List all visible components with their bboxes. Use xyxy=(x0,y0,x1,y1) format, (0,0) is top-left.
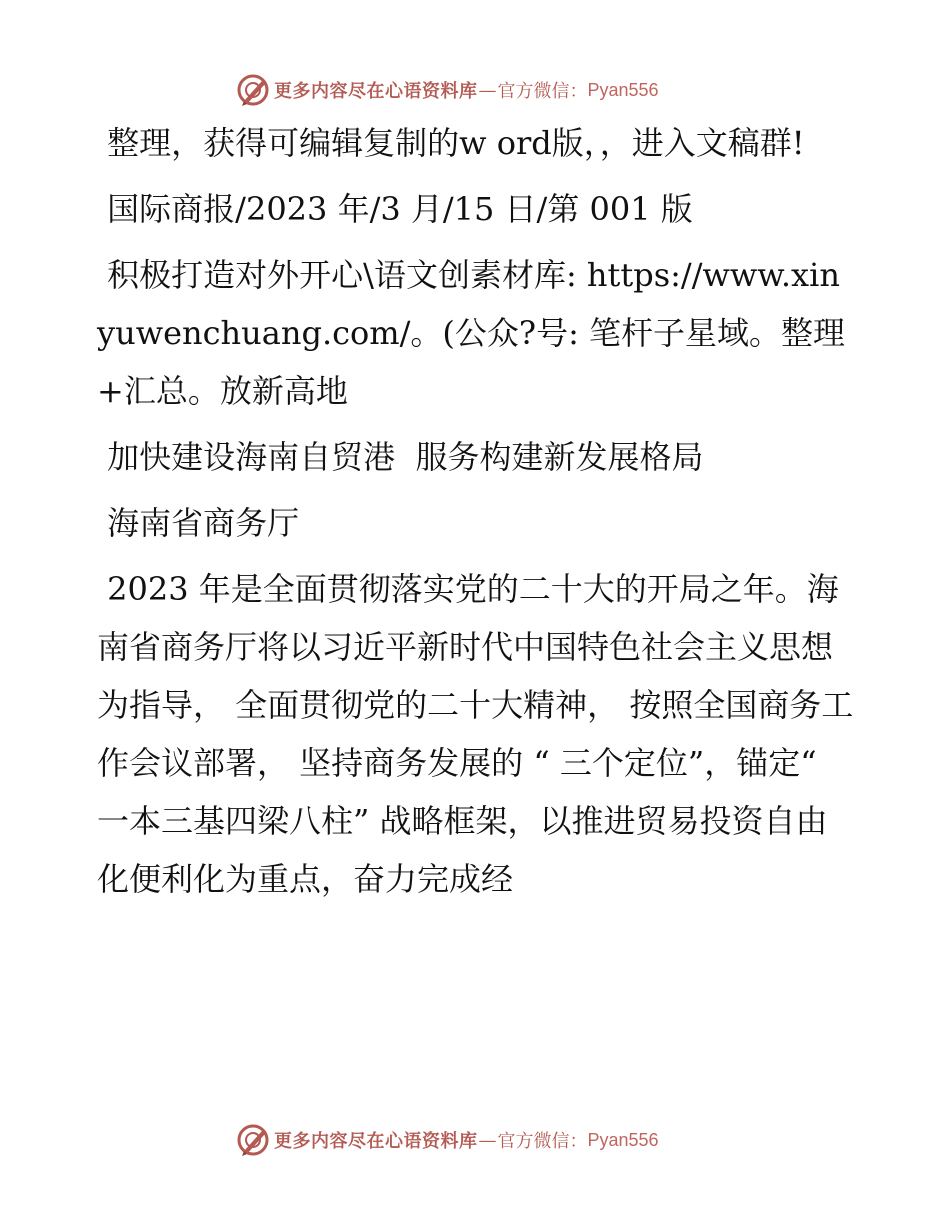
pen-logo-icon xyxy=(236,1123,270,1157)
article-subtitle: 加快建设海南自贸港 服务构建新发展格局 xyxy=(97,438,704,476)
footer-watermark-inner xyxy=(236,1120,659,1160)
footer-banner-dash: — xyxy=(478,1129,497,1151)
header-banner-dash: — xyxy=(478,79,497,101)
header-banner-main-text: 更多内容尽在心语资料库 xyxy=(274,81,478,102)
header-banner-wechat-id: Pyan556 xyxy=(587,79,659,100)
body-paragraph: 2023 年是全面贯彻落实党的二十大的开局之年。海南省商务厅将以习近平新时代中国特色社会主义思想为指导， 全面贯彻党的二十大精神， 按照全国商务工作会议部署， 坚持商务发展的 “ 三个定位”，锚定“ 一本三基四梁八柱” 战略框架，以推进贸易投资自由化便利化为重点，奋力完成经 xyxy=(97,570,854,898)
header-watermark-inner xyxy=(236,70,659,110)
title-line: 积极打造对外开心\语文创素材库: https://www.xinyuwenchuang.com/。(公众?号: 笔杆子星域。整理+汇总。放新高地 xyxy=(97,256,846,410)
intro-paragraph: 整理，获得可编辑复制的w ord版，，进入文稿群! xyxy=(97,124,805,162)
source-line: 国际商报/2023 年/3 月/15 日/第 001 版 xyxy=(97,190,693,228)
footer-watermark-banner xyxy=(0,1120,950,1160)
pen-logo-icon xyxy=(236,73,270,107)
header-banner-wechat-label: 官方微信： xyxy=(497,81,588,102)
footer-banner-wechat-label: 官方微信： xyxy=(497,1131,588,1152)
document-body xyxy=(97,114,857,908)
article-author: 海南省商务厅 xyxy=(97,504,300,542)
footer-banner-wechat-id: Pyan556 xyxy=(587,1129,659,1150)
footer-banner-main-text: 更多内容尽在心语资料库 xyxy=(274,1131,478,1152)
header-watermark-banner xyxy=(0,70,950,110)
